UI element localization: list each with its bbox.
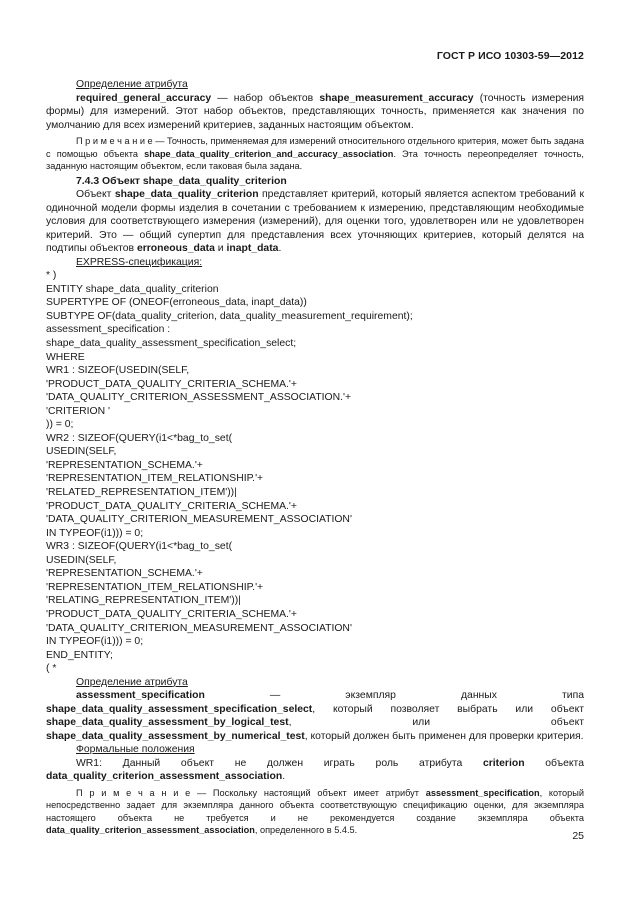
- text-run: объекта: [524, 757, 584, 769]
- code-line: shape_data_quality_assessment_specification_select;: [46, 338, 297, 350]
- term-criterion: criterion: [482, 757, 525, 769]
- text-run: .: [282, 771, 286, 783]
- term-criterion-accuracy-association: shape_data_quality_criterion_and_accuracy_association: [144, 148, 394, 159]
- text-run: и: [214, 243, 227, 255]
- code-line: 'CRITERION ': [46, 405, 111, 417]
- code-line: assessment_specification :: [46, 324, 171, 336]
- code-line: 'PRODUCT_DATA_QUALITY_CRITERIA_SCHEMA.'+: [46, 500, 297, 512]
- code-line: SUBTYPE OF(data_quality_criterion, data_quality_measurement_requirement);: [46, 310, 413, 322]
- code-line: WR2 : SIZEOF(QUERY(i1<*bag_to_set(: [46, 432, 233, 444]
- code-line: ENTITY shape_data_quality_criterion: [46, 283, 219, 295]
- term-criterion-assessment-association: data_quality_criterion_assessment_association: [46, 771, 283, 783]
- term-shape-data-quality-criterion: shape_data_quality_criterion: [114, 189, 259, 201]
- code-line: 'REPRESENTATION_ITEM_RELATIONSHIP.'+: [46, 473, 264, 485]
- text-run: , определенного в 5.4.5.: [254, 825, 358, 836]
- express-code-block: [46, 269, 584, 675]
- term-required-general-accuracy: required_general_accuracy: [76, 92, 212, 104]
- code-line: )) = 0;: [46, 419, 74, 431]
- text-run: .: [278, 243, 282, 255]
- note-prefix: П р и м е ч а н и е: [76, 787, 191, 798]
- code-line: 'REPRESENTATION_ITEM_RELATIONSHIP.'+: [46, 581, 264, 593]
- term-assessment-by-logical-test: shape_data_quality_assessment_by_logical_test: [46, 717, 289, 729]
- paragraph-wr1: [46, 757, 584, 784]
- code-line: WR3 : SIZEOF(QUERY(i1<*bag_to_set(: [46, 541, 233, 553]
- code-line: * ): [46, 270, 57, 282]
- term-shape-measurement-accuracy: shape_measurement_accuracy: [319, 92, 474, 104]
- code-line: 'DATA_QUALITY_CRITERION_MEASUREMENT_ASSOCIATION': [46, 514, 352, 526]
- code-line: ( *: [46, 663, 57, 675]
- paragraph-assessment-specification: [46, 689, 584, 743]
- code-line: 'PRODUCT_DATA_QUALITY_CRITERIA_SCHEMA.'+: [46, 378, 297, 390]
- code-line: IN TYPEOF(i1))) = 0;: [46, 636, 144, 648]
- code-line: 'REPRESENTATION_SCHEMA.'+: [46, 568, 203, 580]
- text-run: , который непосредственно задает для экземпляра данного объекта соответствующую спецификацию оценки, для экземпляра настоящего объекта не требуется и не рекомендуется создание экземпляра объекта: [46, 787, 584, 823]
- code-line: 'PRODUCT_DATA_QUALITY_CRITERIA_SCHEMA.'+: [46, 608, 297, 620]
- code-line: 'RELATED_REPRESENTATION_ITEM'))|: [46, 487, 237, 499]
- term-criterion-assessment-association-note: data_quality_criterion_assessment_association: [46, 825, 255, 836]
- paragraph-required-general-accuracy: [46, 92, 584, 133]
- text-run: представляет критерий, который является аспектом требований к одиночной модели формы изделия в сочетании с требованием к измерению, представляющим необходимые условия для соответствующего измерения (измерений), для оценки того, удовлетворен или не удовлетворен критерий. Это — общий супертип для представления всех уточняющих критериев, который делятся на подтипы объектов: [46, 189, 584, 255]
- code-line: 'DATA_QUALITY_CRITERION_MEASUREMENT_ASSOCIATION': [46, 622, 352, 634]
- express-specification-label: EXPRESS-спецификация:: [76, 256, 203, 268]
- text-run: WR1: Данный объект не должен играть роль атрибута: [76, 757, 483, 769]
- term-erroneous-data: erroneous_data: [136, 243, 215, 255]
- code-line: WR1 : SIZEOF(USEDIN(SELF,: [46, 365, 190, 377]
- note-prefix: П р и м е ч а н и е: [76, 136, 153, 146]
- code-line: WHERE: [46, 351, 85, 363]
- text-run: , или объект: [288, 717, 584, 729]
- formal-propositions-label: Формальные положения: [76, 744, 195, 756]
- code-line: USEDIN(SELF,: [46, 446, 117, 458]
- attribute-definition-label-2: Определение атрибута: [76, 676, 188, 688]
- code-line: IN TYPEOF(i1))) = 0;: [46, 527, 144, 539]
- text-run: Объект: [76, 189, 115, 201]
- paragraph-shape-data-quality-criterion: [46, 188, 584, 256]
- text-run: , который должен быть применен для проверки критерия.: [304, 730, 584, 742]
- code-line: 'REPRESENTATION_SCHEMA.'+: [46, 459, 203, 471]
- text-run: , который позволяет выбрать или объект: [312, 703, 584, 715]
- term-assessment-specification-select: shape_data_quality_assessment_specification_select: [46, 703, 313, 715]
- text-run: — экземпляр данных типа: [204, 690, 584, 702]
- text-run: — набор объектов: [211, 92, 320, 104]
- document-body: [46, 78, 584, 839]
- code-line: 'DATA_QUALITY_CRITERION_ASSESSMENT_ASSOCIATION.'+: [46, 392, 352, 404]
- code-line: USEDIN(SELF,: [46, 554, 117, 566]
- code-line: END_ENTITY;: [46, 649, 113, 661]
- attribute-definition-label: Определение атрибута: [76, 79, 188, 90]
- term-assessment-by-numerical-test: shape_data_quality_assessment_by_numerical_test: [46, 730, 305, 742]
- code-line: 'RELATING_REPRESENTATION_ITEM'))|: [46, 595, 241, 607]
- term-assessment-specification: assessment_specification: [76, 690, 205, 702]
- section-heading-7-4-3: 7.4.3 Объект shape_data_quality_criterion: [76, 175, 287, 187]
- note-accuracy: [46, 135, 584, 173]
- document-header: ГОСТ Р ИСО 10303-59—2012: [436, 50, 584, 62]
- text-run: . Эта точность переопределяет точность, заданную настоящим объектом, если таковая была задана.: [46, 148, 584, 172]
- text-run: — Поскольку настоящий объект имеет атрибут: [190, 787, 426, 798]
- note-assessment: [46, 787, 584, 837]
- page-number: 25: [572, 830, 584, 842]
- code-line: SUPERTYPE OF (ONEOF(erroneous_data, inapt_data)): [46, 297, 307, 309]
- term-assessment-specification-note: assessment_specification: [425, 787, 540, 798]
- text-run: — Точность, применяемая для измерений относительного отдельного критерия, может быть задана с помощью объекта: [46, 136, 584, 159]
- text-run: (точность измерения формы) для измерений. Этот набор объектов, представляющих точность, применяется как значения по умолчанию для всех измерений критериев, заданных настоящим объектом.: [46, 92, 584, 131]
- term-inapt-data: inapt_data: [226, 243, 279, 255]
